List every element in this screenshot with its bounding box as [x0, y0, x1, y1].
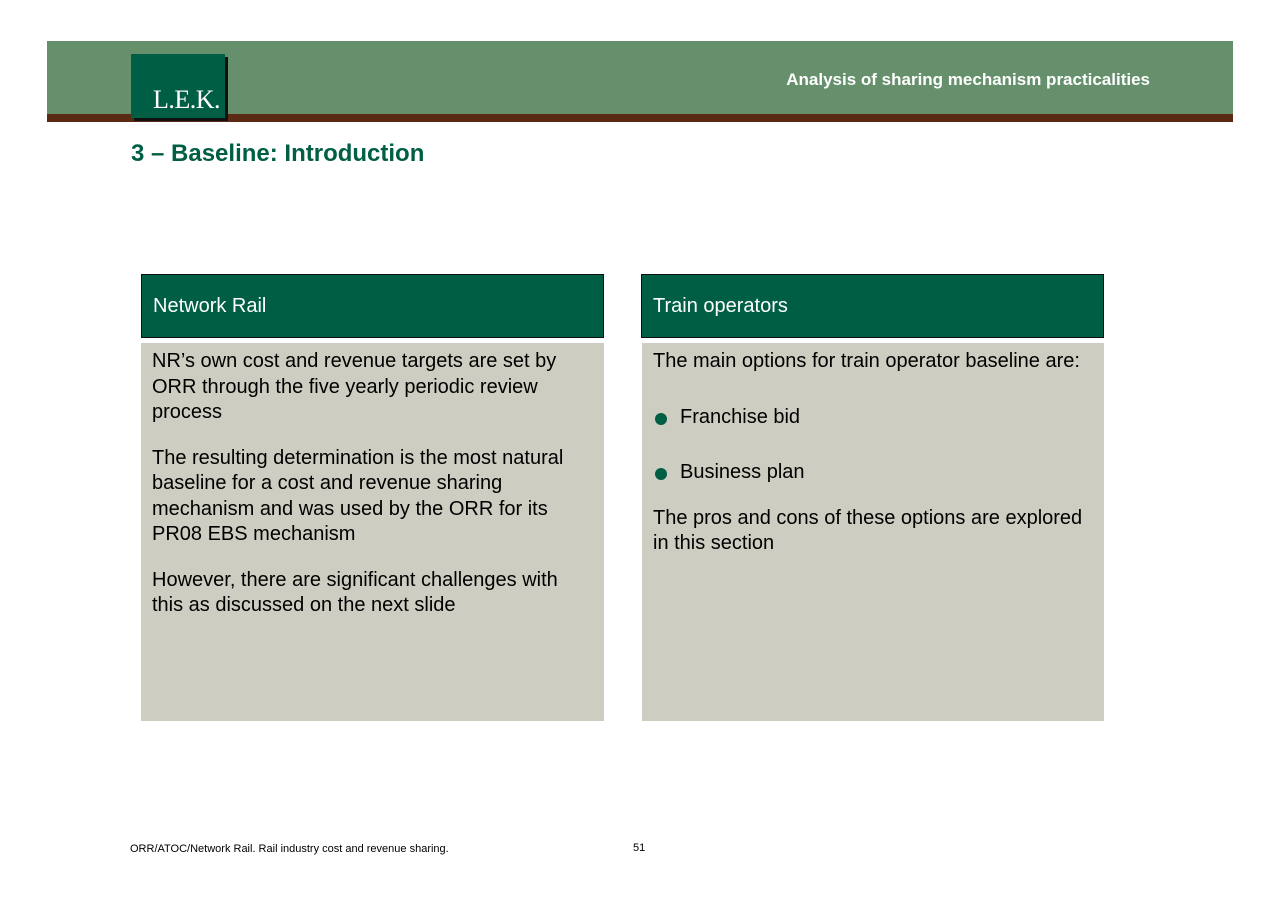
network-rail-heading-box: [141, 274, 604, 338]
train-operators-heading-box: [641, 274, 1104, 338]
page-title: 3 – Baseline: Introduction: [131, 140, 425, 167]
bullet-dot-icon: [655, 468, 667, 480]
bullet-text: Franchise bid: [680, 405, 801, 428]
train-operators-panel: [642, 343, 1104, 721]
logo-text: L.E.K.: [153, 85, 221, 114]
network-rail-paragraph: However, there are significant challenges with this as discussed on the next slide: [152, 568, 558, 616]
bullet-item: [653, 405, 1093, 431]
page-number: 51: [633, 842, 646, 854]
bullet-text: Business plan: [680, 461, 805, 483]
network-rail-paragraph: The resulting determination is the most natural baseline for a cost and revenue sharing mechanism and was used by the ORR for its PR08 EBS mechanism: [152, 446, 564, 545]
header-title: Analysis of sharing mechanism practicalities: [786, 70, 1150, 89]
bullet-dot-icon: [655, 413, 667, 425]
lek-logo: [131, 54, 225, 118]
train-operators-outro: The pros and cons of these options are explored in this section: [653, 506, 1083, 554]
network-rail-panel: [141, 343, 604, 721]
network-rail-heading: Network Rail: [153, 295, 267, 317]
train-operators-heading: Train operators: [653, 295, 788, 317]
train-operators-intro: The main options for train operator baseline are:: [653, 350, 1080, 372]
bullet-item: [653, 460, 1093, 486]
network-rail-paragraph: NR’s own cost and revenue targets are set by ORR through the five yearly periodic review process: [152, 350, 557, 423]
footer-source: ORR/ATOC/Network Rail. Rail industry cost and revenue sharing.: [130, 843, 449, 855]
